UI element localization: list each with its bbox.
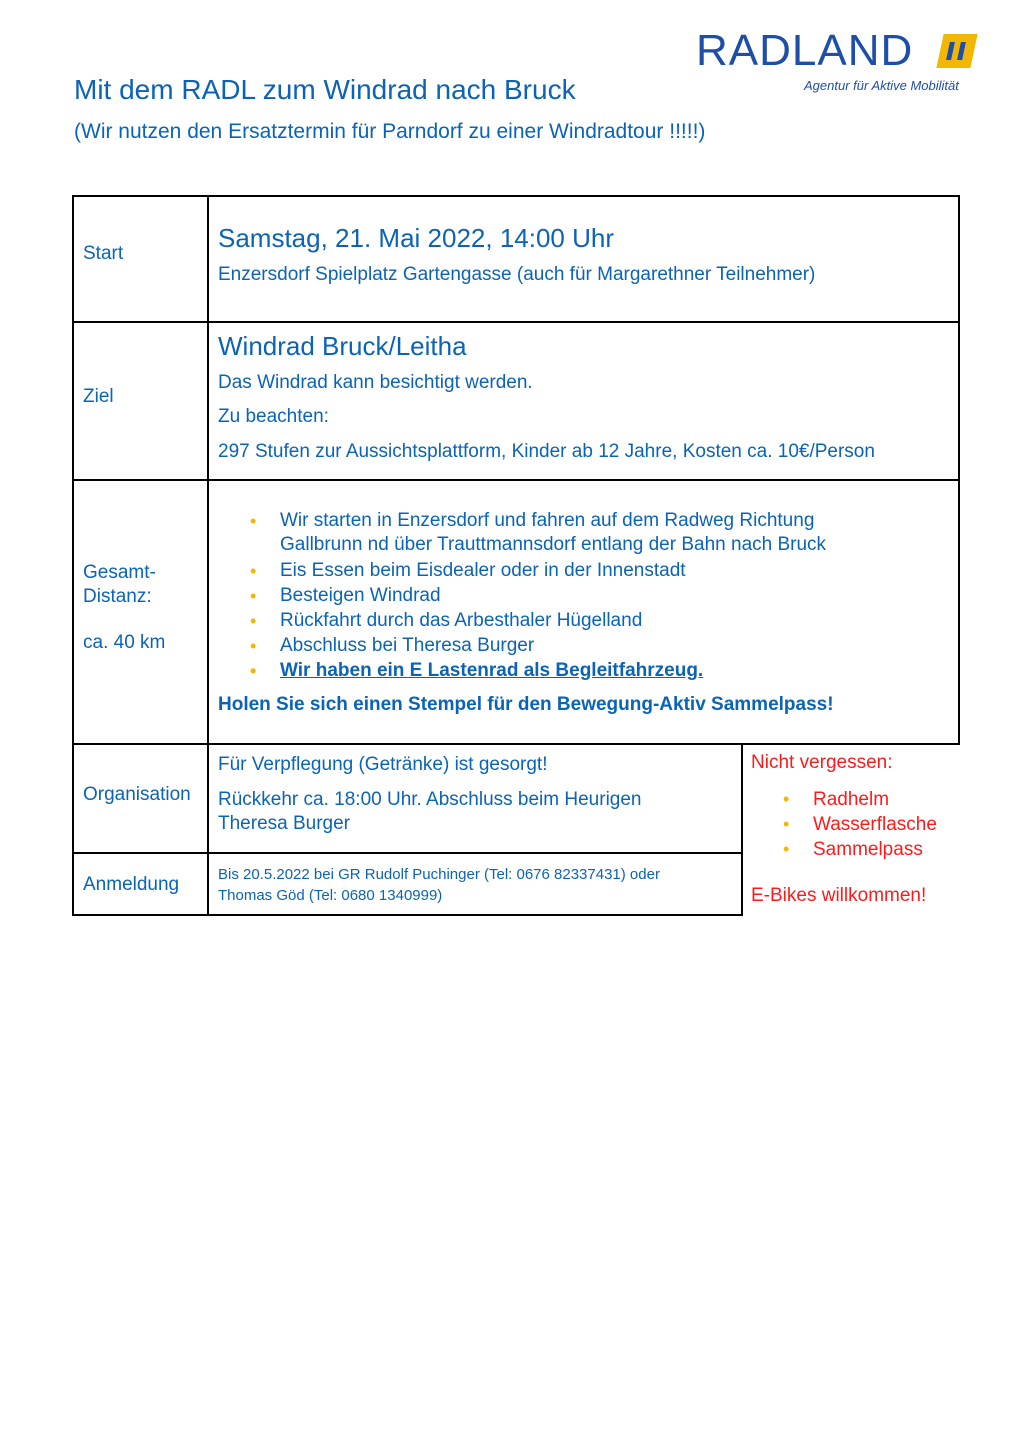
logo-tagline: Agentur für Aktive Mobilität (804, 78, 959, 93)
lower-austria-flag-icon (936, 34, 977, 68)
list-item: • Wasserflasche (751, 812, 937, 837)
reminder-heading: Nicht vergessen: (751, 752, 893, 773)
route-continuation: Gallbrunn nd über Trauttmannsdorf entlang der Bahn nach Bruck (280, 534, 827, 555)
row-label-distanz-2: Distanz: (83, 586, 152, 607)
list-item: • Sammelpass (751, 837, 937, 862)
page-title: Mit dem RADL zum Windrad nach Bruck (74, 74, 576, 105)
radland-logo (696, 18, 986, 98)
ziel-line-1: Das Windrad kann besichtigt werden. (218, 372, 533, 393)
column-divider (207, 195, 209, 916)
row-divider (72, 321, 960, 323)
row-label-start: Start (83, 243, 124, 264)
list-item: • Radhelm (751, 787, 937, 812)
ebikes-note: E-Bikes willkommen! (751, 885, 927, 906)
page-subtitle: (Wir nutzen den Ersatztermin für Parndorf zu einer Windradtour !!!!!) (74, 120, 706, 143)
list-item: • Abschluss bei Theresa Burger (218, 634, 703, 658)
list-item-highlight: • Wir haben ein E Lastenrad als Begleitfahrzeug. (218, 659, 703, 683)
row-label-ziel: Ziel (83, 386, 114, 407)
list-item: • Rückfahrt durch das Arbesthaler Hügelland (218, 609, 703, 633)
route-list-rest (218, 559, 703, 683)
ziel-line-3: 297 Stufen zur Aussichtsplattform, Kinder ab 12 Jahre, Kosten ca. 10€/Person (218, 441, 875, 462)
ziel-line-2: Zu beachten: (218, 406, 329, 427)
list-item: • Besteigen Windrad (218, 584, 703, 608)
start-location: Enzersdorf Spielplatz Gartengasse (auch für Margarethner Teilnehmer) (218, 264, 816, 285)
organisation-line-2: Rückkehr ca. 18:00 Uhr. Abschluss beim Heurigen (218, 789, 642, 810)
route-list (218, 509, 814, 533)
anmeldung-line-2: Thomas Göd (Tel: 0680 1340999) (218, 887, 443, 904)
list-item: • Eis Essen beim Eisdealer oder in der Innenstadt (218, 559, 703, 583)
row-label-distanz-1: Gesamt- (83, 562, 156, 583)
organisation-line-1: Für Verpflegung (Getränke) ist gesorgt! (218, 754, 548, 775)
ziel-heading: Windrad Bruck/Leitha (218, 331, 467, 361)
reminder-list (751, 787, 937, 862)
row-divider (72, 479, 960, 481)
stamp-note: Holen Sie sich einen Stempel für den Bewegung-Aktiv Sammelpass! (218, 694, 834, 715)
row-label-distanz-km: ca. 40 km (83, 632, 166, 653)
start-date-time: Samstag, 21. Mai 2022, 14:00 Uhr (218, 223, 615, 253)
organisation-line-3: Theresa Burger (218, 813, 351, 834)
logo-wordmark: RADLAND (696, 26, 914, 75)
anmeldung-line-1: Bis 20.5.2022 bei GR Rudolf Puchinger (Tel: 0676 82337431) oder (218, 866, 660, 883)
row-divider (72, 852, 743, 854)
row-label-anmeldung: Anmeldung (83, 874, 180, 895)
list-item: • Wir starten in Enzersdorf und fahren auf dem Radweg Richtung (218, 509, 814, 533)
row-label-organisation: Organisation (83, 784, 191, 805)
